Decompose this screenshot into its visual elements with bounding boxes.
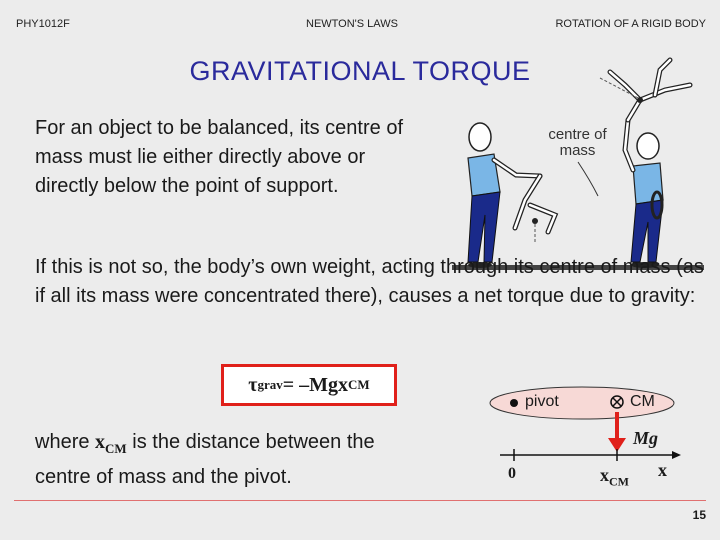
centre-of-mass-callout: centre of mass (548, 126, 607, 159)
header-section: ROTATION OF A RIGID BODY (555, 18, 706, 30)
xcm-label-x: x (600, 465, 609, 485)
grav-subscript: grav (257, 377, 283, 392)
definition-suffix: is the distance between the centre of mass and the pivot. (35, 431, 375, 488)
cm-label: CM (630, 393, 655, 410)
page-number: 15 (692, 508, 706, 522)
x-subscript: CM (105, 441, 127, 456)
footer-rule (14, 500, 706, 501)
header-topic: NEWTON'S LAWS (306, 18, 398, 30)
intro-paragraph: For an object to be balanced, its centre of mass must lie either directly above or directly below the point of support. (35, 117, 403, 197)
formula-rhs: = –Mgx (282, 373, 349, 396)
force-label: Mg (633, 428, 659, 448)
pivot-label: pivot (525, 393, 559, 410)
definition-prefix: where (35, 431, 96, 453)
xcm-label-sub: CM (609, 474, 629, 489)
cm-subscript: CM (348, 377, 370, 392)
tau-symbol: τ (248, 373, 258, 396)
x-symbol: x (95, 431, 106, 453)
pivot-dot (510, 399, 518, 407)
torque-explanation: If this is not so, the body’s own weight, acting through its centre of mass (as if all its mass were concentrated there), causes a net torque due to gravity: (35, 256, 704, 307)
axis-label: x (658, 460, 667, 480)
origin-label: 0 (508, 465, 516, 482)
slide-title: GRAVITATIONAL TORQUE (189, 56, 531, 86)
xcm-label (600, 465, 629, 490)
header-course: PHY1012F (16, 18, 70, 30)
